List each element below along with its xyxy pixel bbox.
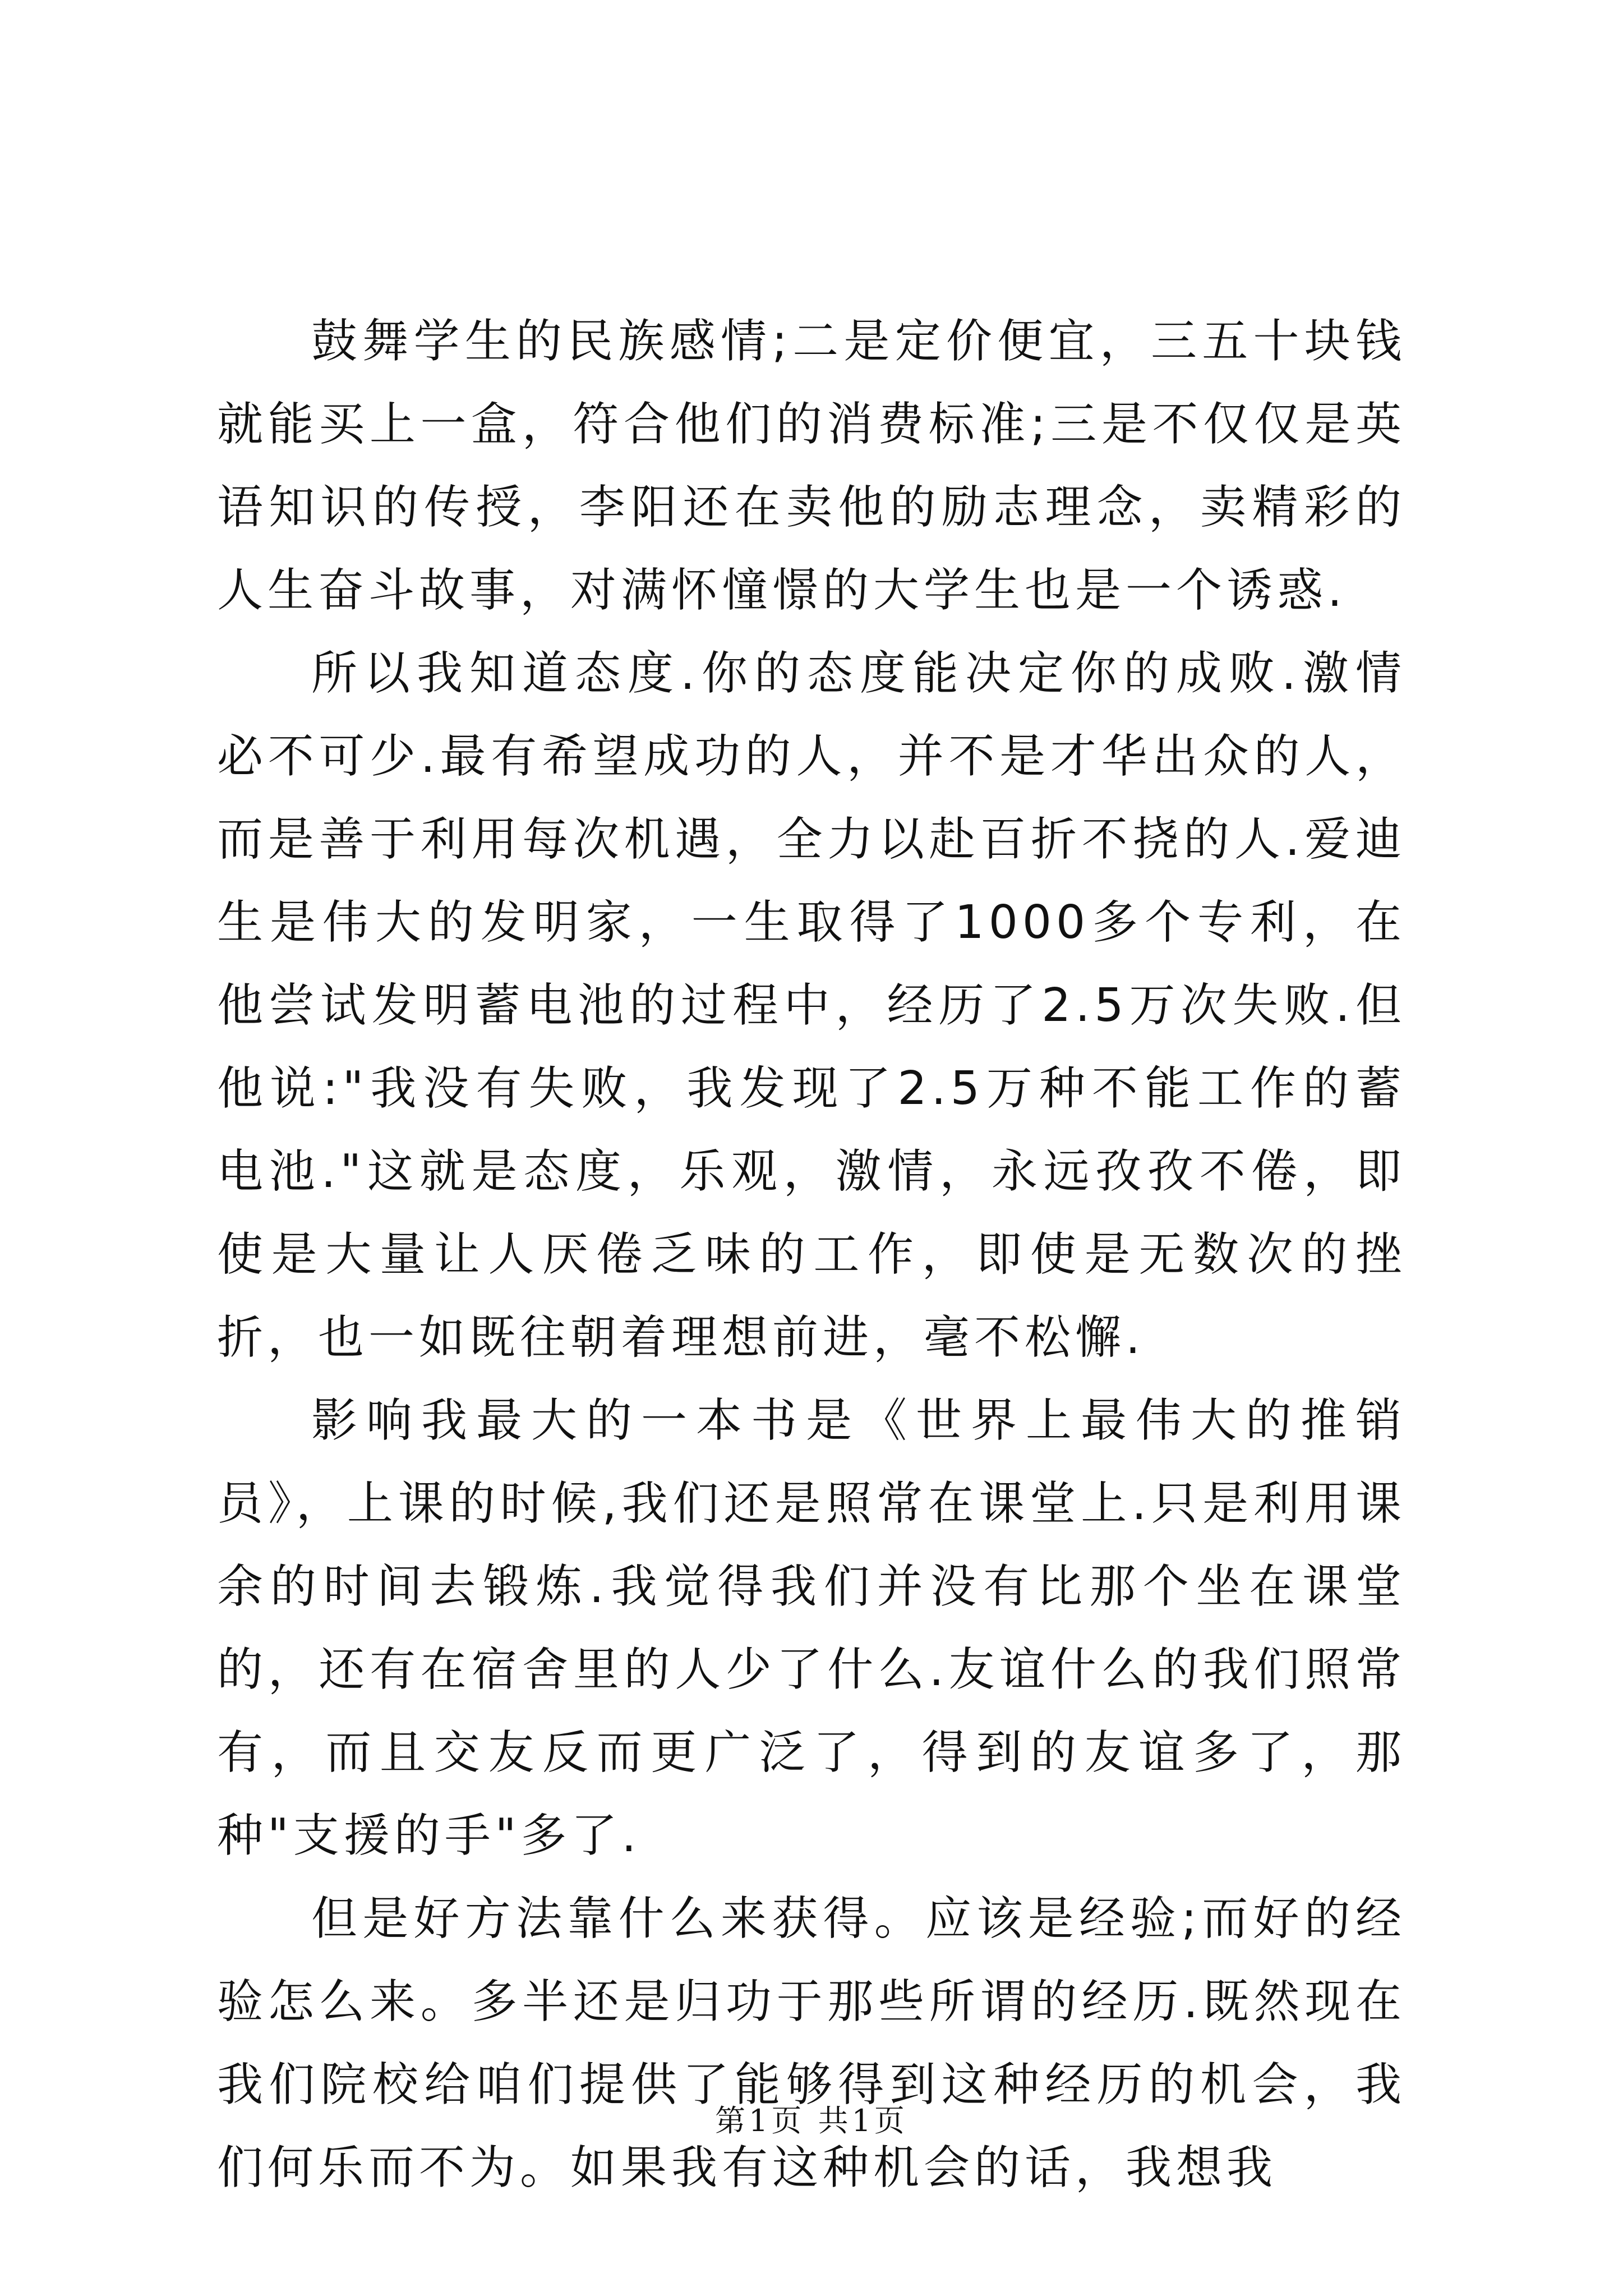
page-footer: 第1页 共1页 [715,2103,908,2138]
paragraph-4: 但是好方法靠什么来获得。应该是经验;而好的经验怎么来。多半还是归功于那些所谓的经历.既然现在我们院校给咱们提供了能够得到这种经历的机会，我们何乐而不为。如果我有这种机会的话，我想我 [217,1892,1406,2194]
document-body [217,300,1406,2210]
paragraph-1: 鼓舞学生的民族感情;二是定价便宜，三五十块钱就能买上一盒，符合他们的消费标准;三是不仅仅是英语知识的传授，李阳还在卖他的励志理念，卖精彩的人生奋斗故事，对满怀憧憬的大学生也是一个诱惑. [217,315,1406,617]
paragraph-3: 影响我最大的一本书是《世界上最伟大的推销员》，上课的时候,我们还是照常在课堂上.只是利用课余的时间去锻炼.我觉得我们并没有比那个坐在课堂的，还有在宿舍里的人少了什么.友谊什么的我们照常有，而且交友反而更广泛了，得到的友谊多了，那种"支援的手"多了. [217,1394,1406,1862]
paragraph-2: 所以我知道态度.你的态度能决定你的成败.激情必不可少.最有希望成功的人，并不是才华出众的人，而是善于利用每次机遇，全力以赴百折不挠的人.爱迪生是伟大的发明家，一生取得了1000多个专利，在他尝试发明蓄电池的过程中，经历了2.5万次失败.但他说:"我没有失败，我发现了2.5万种不能工作的蓄电池."这就是态度，乐观，激情，永远孜孜不倦，即使是大量让人厌倦乏味的工作，即使是无数次的挫折，也一如既往朝着理想前进，毫不松懈. [217,647,1406,1364]
